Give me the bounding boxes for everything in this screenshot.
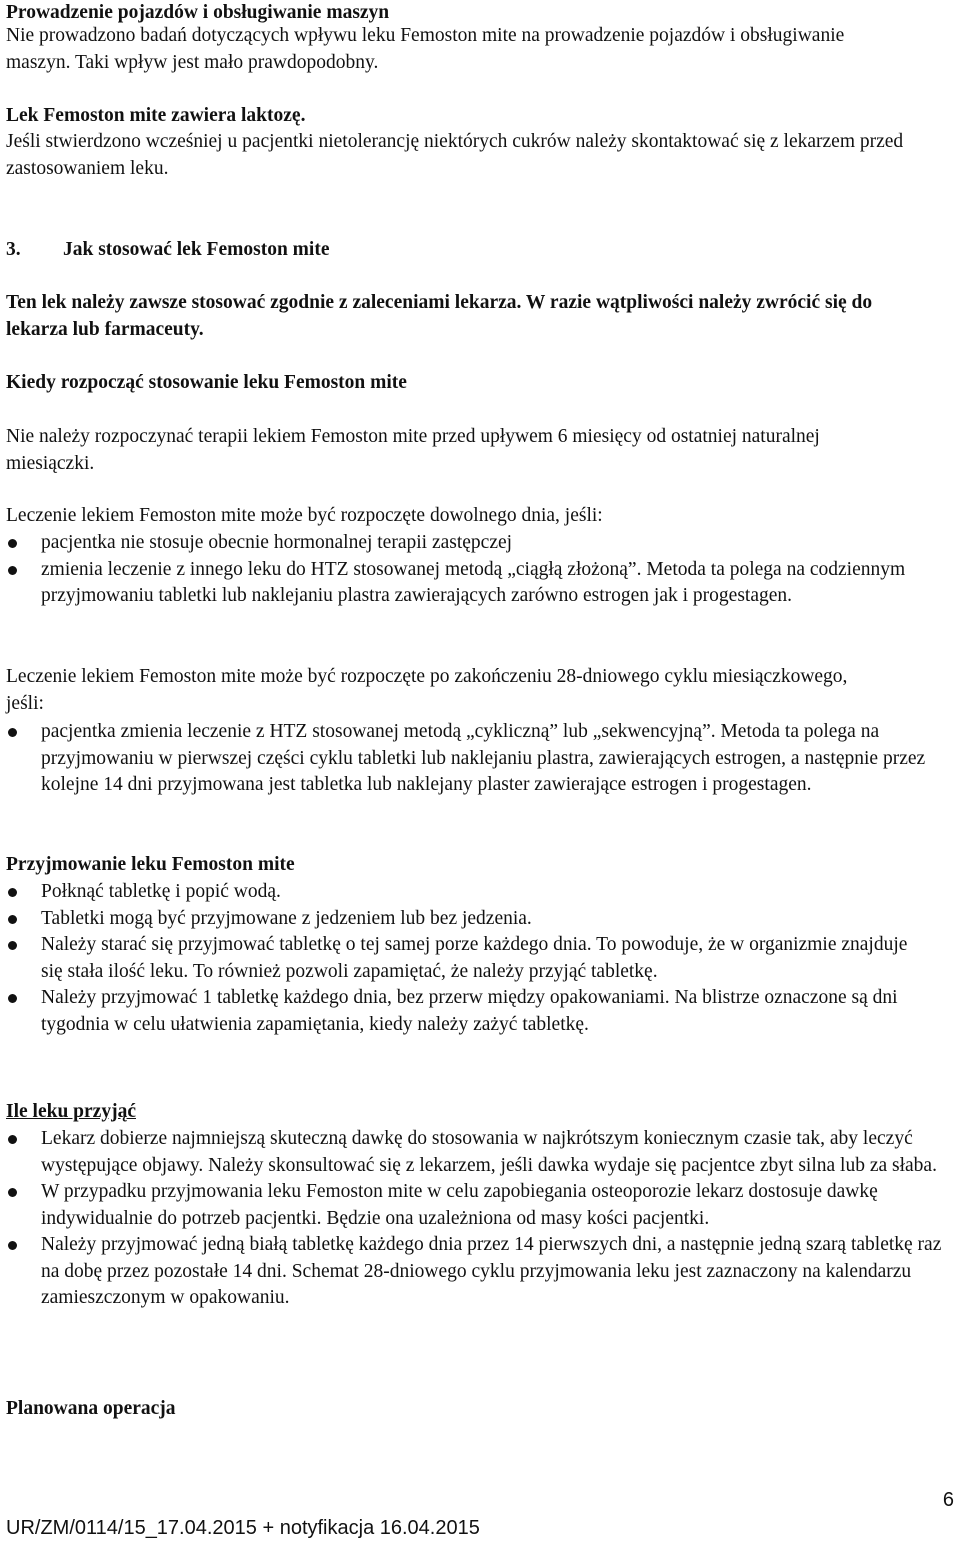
when-start-text: Nie należy rozpoczynać terapii lekiem Femoston mite przed upływem 6 miesięcy od ostatniej naturalnej miesiączki. [6, 426, 820, 474]
taking-list [6, 879, 911, 1038]
list-item: zmienia leczenie z innego leku do HTZ stosowanej metodą „ciągłą złożoną”. Metoda ta polega na codziennym przyjmowaniu tabletki lub naklejaniu plastra zawierających zarówno estrogen jak i progestagen. [6, 557, 950, 610]
taking-title: Przyjmowanie leku Femoston mite [6, 854, 295, 875]
list-item: Tabletki mogą być przyjmowane z jedzeniem lub bez jedzenia. [6, 906, 911, 933]
section-title: Jak stosować lek Femoston mite [63, 239, 330, 260]
dose-list [6, 1126, 950, 1312]
section-number: 3. [6, 239, 21, 260]
any-day-intro: Leczenie lekiem Femoston mite może być rozpoczęte dowolnego dnia, jeśli: [6, 505, 603, 526]
list-item: Należy starać się przyjmować tabletkę o tej samej porze każdego dnia. To powoduje, że w organizmie znajduje się stała ilość leku. To również pozwoli zapamiętać, że należy przyjąć tabletkę. [6, 932, 911, 985]
surgery-title: Planowana operacja [6, 1398, 176, 1419]
footer-reference: UR/ZM/0114/15_17.04.2015 + notyfikacja 16.04.2015 [6, 1517, 480, 1539]
list-item: pacjentka zmienia leczenie z HTZ stosowanej metodą „cykliczną” lub „sekwencyjną”. Metoda ta polega na przyjmowaniu w pierwszej części cyklu tabletki lub naklejaniu plastra, zawierających estrogen, a następnie przez kolejne 14 dni przyjmowana jest tabletka lub naklejany plaster zawierające estrogen i progestagen. [6, 719, 950, 799]
driving-text: Nie prowadzono badań dotyczących wpływu leku Femoston mite na prowadzenie pojazdów i obsługiwanie maszyn. Taki wpływ jest mało prawdopodobny. [6, 25, 845, 73]
after-cycle-intro: Leczenie lekiem Femoston mite może być rozpoczęte po zakończeniu 28-dniowego cyklu miesiączkowego, jeśli: [6, 666, 848, 714]
list-item: Lekarz dobierze najmniejszą skuteczną dawkę do stosowania w najkrótszym koniecznym czasie tak, aby leczyć występujące objawy. Należy skonsultować się z lekarzem, jeśli dawka wydaje się pacjentce zbyt silna lub za słaba. [6, 1126, 950, 1179]
lactose-title: Lek Femoston mite zawiera laktozę. [6, 105, 306, 126]
any-day-list [6, 530, 950, 610]
list-item: W przypadku przyjmowania leku Femoston mite w celu zapobiegania osteoporozie lekarz dostosuje dawkę indywidualnie do potrzeb pacjentki. Będzie ona uzależniona od masy kości pacjentki. [6, 1179, 950, 1232]
list-item: Należy przyjmować 1 tabletkę każdego dnia, bez przerw między opakowaniami. Na blistrze oznaczone są dni tygodnia w celu ułatwienia zapamiętania, kiedy należy zażyć tabletkę. [6, 985, 911, 1038]
list-item: Należy przyjmować jedną białą tabletkę każdego dnia przez 14 pierwszych dni, a następnie jedną szarą tabletkę raz na dobę przez pozostałe 14 dni. Schemat 28-dniowego cyklu przyjmowania leku jest zaznaczony na kalendarzu zamieszczonym w opakowaniu. [6, 1232, 950, 1312]
list-item: pacjentka nie stosuje obecnie hormonalnej terapii zastępczej [6, 530, 950, 557]
lactose-text: Jeśli stwierdzono wcześniej u pacjentki nietolerancję niektórych cukrów należy skontaktować się z lekarzem przed zastosowaniem leku. [6, 131, 904, 179]
section-3-intro: Ten lek należy zawsze stosować zgodnie z zaleceniami lekarza. W razie wątpliwości należy zwrócić się do lekarza lub farmaceuty. [6, 292, 873, 340]
driving-title: Prowadzenie pojazdów i obsługiwanie maszyn [6, 2, 390, 23]
dose-title: Ile leku przyjąć [6, 1101, 136, 1122]
list-item: Połknąć tabletkę i popić wodą. [6, 879, 911, 906]
when-start-title: Kiedy rozpocząć stosowanie leku Femoston mite [6, 372, 407, 393]
after-cycle-list [6, 719, 950, 799]
section-3-heading [6, 237, 329, 264]
page-number: 6 [942, 1489, 954, 1511]
